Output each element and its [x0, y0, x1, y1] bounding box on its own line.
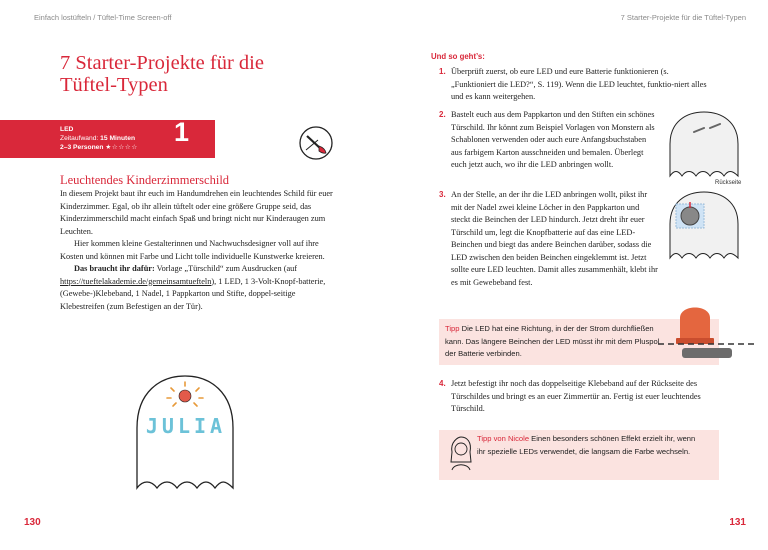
step-2-text: Bastelt euch aus dem Pappkarton und den Stiften ein schönes Türschild. Ihr könnt zum Beispiel Vorlagen von Monstern als Schablonen verwenden oder auch eure Anfangsbuchstaben aus farbigem Karton ausschneiden und bemalen. Überlegt euch jetzt auch, wo ihr die LED anbringen wollt. — [451, 110, 655, 169]
project-label: LED — [60, 126, 74, 133]
project-number: 1 — [174, 117, 190, 147]
step-4 — [439, 378, 723, 416]
project-subtitle: Leuchtendes Kinderzimmerschild — [60, 173, 230, 187]
effort-label: Zeitaufwand: — [60, 134, 99, 142]
intro-paragraph-2: Hier kommen kleine Gestalterinnen und Nachwuchsdesigner voll auf ihre Kosten und können mit Farbe und Licht tolle individuelle Kunstwerke kreieren. — [60, 239, 325, 261]
steps-heading: Und so geht’s: — [431, 52, 485, 61]
step-1 — [439, 66, 713, 104]
tip-text: Die LED hat eine Richtung, in der der Strom durchfließen kann. Das längere Beinchen der LED müsst ihr mit dem Pluspol der Batterie verbinden. — [445, 324, 660, 358]
intro-paragraph-1: In diesem Projekt baut ihr euch im Handumdrehen ein leuchtendes Schild für euer Kinderzimmer. Egal, ob ihr allein tüftelt oder eine größere Gruppe seid, das Kinderzimmerschild macht einfach Spaß und bringt nicht nur Kinderaugen zum Leuchten. — [60, 189, 333, 236]
page-title — [60, 52, 360, 96]
led-illustration — [652, 296, 762, 368]
step-3 — [439, 189, 659, 289]
step-4-text: Jetzt befestigt ihr noch das doppelseitige Klebeband auf der Rückseite des Türschildes und bringt es an euer Zimmertür an. Fertig ist euer leuchtendes Türschild. — [451, 379, 701, 413]
page-number-right: 131 — [729, 517, 746, 528]
materials-text-a: Vorlage „Türschild“ zum Ausdrucken (auf — [154, 264, 298, 273]
page-number-left: 130 — [24, 517, 41, 528]
step-4-number: 4. — [439, 379, 446, 388]
step-1-number: 1. — [439, 67, 446, 76]
sign-name-text: JULIA — [145, 414, 227, 438]
project-meta — [60, 126, 138, 152]
materials-text-b: ), 1 LED, 1 3-Volt-Knopf-batterie, (Gewebe-)Klebeband, 1 Nadel, 1 Pappkarton und Stifte, doppel-seitige Klebestreifen (zum Befestigen an der Tür). — [60, 276, 326, 311]
step-2 — [439, 109, 659, 172]
page-title-line2: Tüftel-Typen — [60, 74, 168, 96]
running-header-right: 7 Starter-Projekte für die Tüftel-Typen — [620, 13, 746, 22]
nicole-avatar-icon — [448, 436, 474, 472]
no-screen-icon — [296, 123, 336, 163]
tip-led-direction-text — [445, 323, 660, 361]
intro-text — [60, 188, 336, 313]
back-side-caption: Rückseite — [715, 180, 742, 186]
ghost-back-battery-illustration — [664, 190, 744, 262]
tip-nicole-label: Tipp von Nicole — [477, 434, 530, 443]
running-header-left: Einfach lostüfteln / Tüftel-Time Screen-off — [34, 13, 172, 22]
download-link[interactable]: https://tueftelakademie.de/gemeinsamtuefteln — [60, 276, 212, 286]
difficulty-stars: ★☆☆☆☆ — [105, 143, 138, 151]
step-1-text: Überprüft zuerst, ob eure LED und eure Batterie funktionieren (s. „Funktioniert die LED?“, S. 119). Wenn die LED leuchtet, funktio-niert alles und es kann weitergehen. — [451, 67, 707, 101]
project-persons-row — [60, 144, 138, 153]
project-effort — [60, 135, 138, 144]
tip-nicole-body: Einen besonders schönen Effekt erzielt ihr, wenn ihr spezielle LEDs verwendet, die langsam die Farbe wechseln. — [477, 434, 696, 456]
step-3-text: An der Stelle, an der ihr die LED anbringen wollt, pikst ihr mit der Nadel zwei kleine Löcher in den Pappkarton und steckt die Beinchen der LED hindurch. Jetzt dreht ihr euer Türschild um, legt die Knopfbatterie auf das eine LED-Beinchen und biegt das andere Beinchen darüber, sodass die LED zwischen den beiden Beinchen eingeklemmt ist. Jetzt sollte eure LED leuchten. Damit alles zusammenhält, klebt ihr es mit Gewebeband fest. — [451, 190, 658, 287]
step-3-number: 3. — [439, 190, 446, 199]
project-persons: 2–3 Personen — [60, 143, 104, 151]
page-title-line1: 7 Starter-Projekte für die — [60, 52, 264, 74]
tip-label: Tipp — [445, 324, 460, 333]
tip-nicole-text — [477, 433, 705, 458]
materials-label: Das braucht ihr dafür: — [74, 264, 155, 273]
step-2-number: 2. — [439, 110, 446, 119]
effort-value: 15 Minuten — [100, 134, 136, 142]
materials-paragraph — [60, 263, 336, 313]
ghost-back-illustration — [664, 110, 744, 180]
